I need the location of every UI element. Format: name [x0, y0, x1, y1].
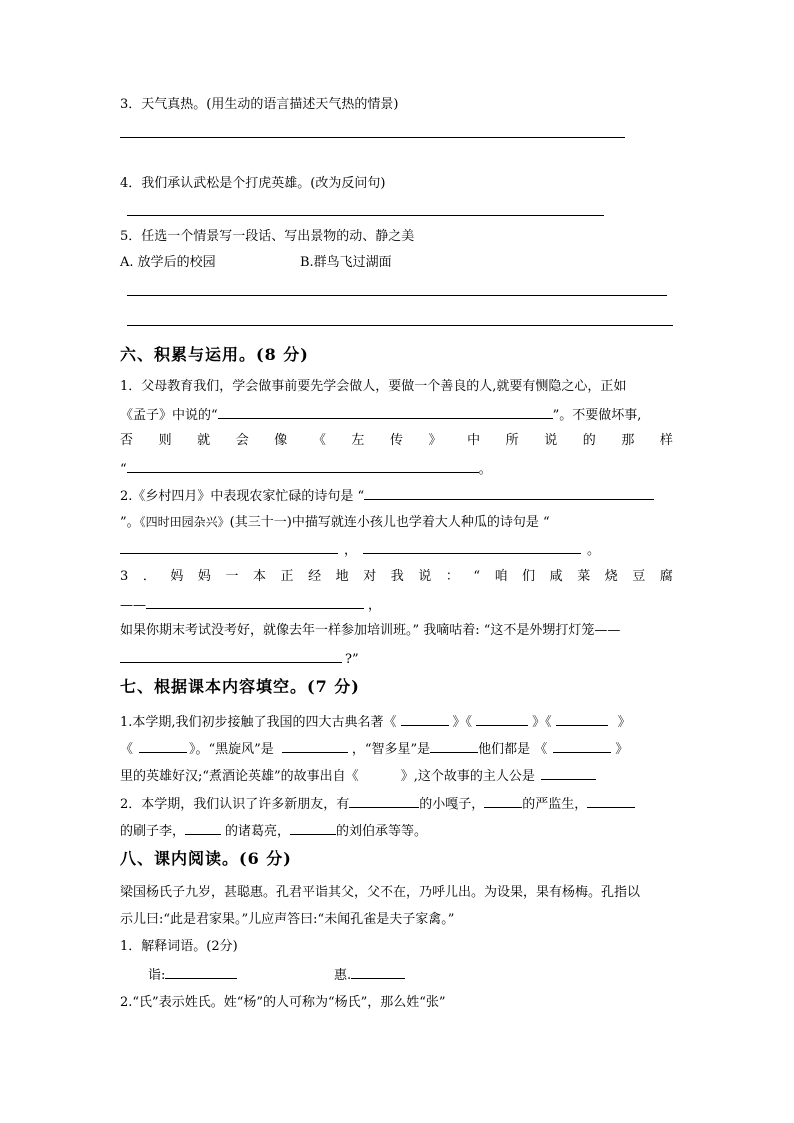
- answer-line[interactable]: [120, 137, 625, 138]
- question-end: ?”: [345, 652, 359, 667]
- quote-close: ”。: [120, 515, 140, 530]
- fill-blank[interactable]: [139, 739, 187, 753]
- char: 像: [274, 433, 288, 448]
- s7-q2-text-e: 的诸葛亮，: [225, 824, 291, 839]
- bracket: 》: [615, 742, 629, 757]
- s5-question-5: 5．任选一个情景写一段话、写出景物的动、静之美: [120, 229, 415, 244]
- answer-line[interactable]: [127, 215, 604, 216]
- s6-q2-text-c: (其三十一)中描写就连小孩儿也学着大人种瓜的诗句是 “: [229, 515, 550, 530]
- char: 则: [158, 433, 172, 448]
- char: 就: [197, 433, 211, 448]
- fill-blank[interactable]: [401, 712, 449, 726]
- s7-q1-line3: [120, 766, 596, 786]
- s6-q2-line2: [120, 513, 550, 532]
- char: 那: [621, 433, 635, 448]
- char: 们: [522, 569, 536, 584]
- char: 所: [505, 433, 519, 448]
- s7-q2-text-b: 的小嘎子，: [419, 797, 485, 812]
- char: 地: [335, 569, 349, 584]
- char: 一: [225, 569, 239, 584]
- fill-blank[interactable]: [351, 965, 405, 979]
- s7-q2-text-d: 的刷子李，: [120, 824, 186, 839]
- fill-blank[interactable]: [185, 821, 221, 835]
- fill-blank[interactable]: [587, 794, 635, 808]
- char: 我: [390, 569, 404, 584]
- period: 。: [478, 462, 492, 477]
- s5-question-4: 4．我们承认武松是个打虎英雄。(改为反问句): [120, 176, 386, 191]
- char: 《: [312, 433, 326, 448]
- char: 否: [120, 433, 134, 448]
- s7-q1-line2: [120, 739, 628, 759]
- char: “: [473, 569, 481, 584]
- s6-q1-line1: 1．父母教育我们，学会做事前要先学会做人，要做一个善良的人,就要有恻隐之心，正如: [120, 379, 627, 394]
- s6-q2-text-a: 2.《乡村四月》中表现农家忙碌的诗句是 “: [120, 489, 365, 504]
- section-7-title: 七、根据课本内容填空。(7 分): [120, 677, 360, 696]
- char: 中: [467, 433, 481, 448]
- fill-blank[interactable]: [165, 965, 237, 979]
- s7-q1-text-d: 他们都是 《: [478, 742, 548, 757]
- s7-q1-text-a: 1.本学期,我们初步接触了我国的四大古典名著《: [120, 715, 397, 730]
- period: 。: [587, 543, 601, 558]
- fill-blank[interactable]: [146, 595, 364, 609]
- section-8-title: 八、课内阅读。(6 分): [120, 849, 292, 868]
- s6-q1-text-b: ”。不要做坏事,: [552, 408, 642, 423]
- s6-q3-line2: [120, 595, 381, 615]
- char: 说: [544, 433, 558, 448]
- quote-open: “: [120, 462, 127, 477]
- s8-question-1: 1．解释词语。(2分): [120, 939, 238, 954]
- char: ．: [142, 569, 156, 584]
- char: 咸: [549, 569, 563, 584]
- bracket: 《: [120, 742, 134, 757]
- s6-q3-line1: [120, 568, 673, 586]
- s8-q1-word1: [148, 965, 237, 985]
- fill-blank[interactable]: [282, 739, 348, 753]
- fill-blank[interactable]: [364, 486, 654, 500]
- fill-blank[interactable]: [218, 405, 553, 419]
- char: 豆: [632, 569, 646, 584]
- char: ：: [445, 569, 459, 584]
- s6-q1-line2: [120, 405, 641, 425]
- s8-passage-line1: 梁国杨氏子九岁，甚聪惠。孔君平诣其父，父不在，乃呼儿出。为设果，果有杨梅。孔指以: [120, 885, 641, 900]
- comma: ，: [344, 543, 358, 558]
- fill-blank[interactable]: [290, 821, 336, 835]
- char: 咱: [494, 569, 508, 584]
- fill-blank[interactable]: [484, 794, 522, 808]
- s7-q2-text-f: 的刘伯承等等。: [336, 824, 428, 839]
- char: 说: [418, 569, 432, 584]
- s7-q2-line1: [120, 794, 635, 814]
- bracket: 》《: [532, 715, 552, 730]
- poem-title: 《四时田园杂兴》: [139, 515, 230, 529]
- char: 腐: [659, 569, 673, 584]
- fill-blank[interactable]: [556, 712, 608, 726]
- answer-line[interactable]: [127, 295, 667, 296]
- fill-blank[interactable]: [127, 459, 479, 473]
- bracket: 》《: [452, 715, 473, 730]
- s6-q1-line3: [120, 432, 673, 450]
- char: 》: [428, 433, 442, 448]
- s8-question-2: 2.“氏”表示姓氏。姓“杨”的人可称为“杨氏”，那么姓“张”: [120, 995, 446, 1010]
- word-label: 诣:: [148, 968, 166, 983]
- s7-q1-text-b: 》。“黑旋风”是: [189, 742, 274, 757]
- char: 妈: [197, 569, 211, 584]
- s6-q1-text-a: 《孟子》中说的“: [120, 408, 218, 423]
- s5-option-b: B.群鸟飞过湖面: [300, 255, 392, 270]
- char: 的: [582, 433, 596, 448]
- s6-q2-line3: [120, 540, 600, 560]
- s5-question-3: 3．天气真热。(用生动的语言描述天气热的情景): [120, 97, 399, 112]
- fill-blank[interactable]: [120, 649, 342, 663]
- s7-q1-line1: [120, 712, 631, 732]
- char: 妈: [170, 569, 184, 584]
- s8-passage-line2: 示儿曰:“此是君家果。”儿应声答曰:“未闻孔雀是夫子家禽。”: [120, 912, 455, 927]
- fill-blank[interactable]: [430, 739, 478, 753]
- s7-q1-text-e: 里的英雄好汉;“煮酒论英雄”的故事出自《: [120, 769, 359, 784]
- s6-q3-line4: [120, 649, 359, 669]
- char: 样: [659, 433, 673, 448]
- fill-blank[interactable]: [349, 794, 419, 808]
- char: 正: [280, 569, 294, 584]
- char: 3: [120, 569, 129, 584]
- fill-blank[interactable]: [553, 739, 611, 753]
- char: 传: [389, 433, 403, 448]
- word-label: 惠.: [334, 968, 352, 983]
- s7-q2-line2: [120, 821, 427, 841]
- answer-line[interactable]: [127, 325, 673, 326]
- char: 烧: [604, 569, 618, 584]
- fill-blank[interactable]: [120, 540, 338, 554]
- s7-q1-text-c: ，“智多星”是: [351, 742, 431, 757]
- s8-q1-word2: [334, 965, 405, 985]
- fill-blank[interactable]: [541, 766, 596, 780]
- char: 对: [363, 569, 377, 584]
- char: 左: [351, 433, 365, 448]
- s6-q3-line3: 如果你期末考试没考好，就像去年一样参加培训班。” 我嘀咕着: “这不是外甥打灯笼——: [120, 623, 621, 638]
- char: 本: [253, 569, 267, 584]
- fill-blank[interactable]: [363, 540, 581, 554]
- dash: ——: [120, 598, 146, 613]
- s6-q2-line1: [120, 486, 654, 506]
- char: 菜: [577, 569, 591, 584]
- s6-q1-line4: [120, 459, 492, 479]
- s5-option-a: A. 放学后的校园: [120, 255, 216, 270]
- comma: ，: [368, 598, 382, 613]
- bracket: 》: [617, 715, 631, 730]
- char: 会: [235, 433, 249, 448]
- s7-q2-text-a: 2．本学期，我们认识了许多新朋友，有: [120, 797, 350, 812]
- fill-blank[interactable]: [476, 712, 528, 726]
- s7-q2-text-c: 的严监生，: [522, 797, 588, 812]
- char: 经: [308, 569, 322, 584]
- s7-q1-text-f: 》,这个故事的主人公是: [400, 769, 535, 784]
- section-6-title: 六、积累与运用。(8 分): [120, 345, 309, 364]
